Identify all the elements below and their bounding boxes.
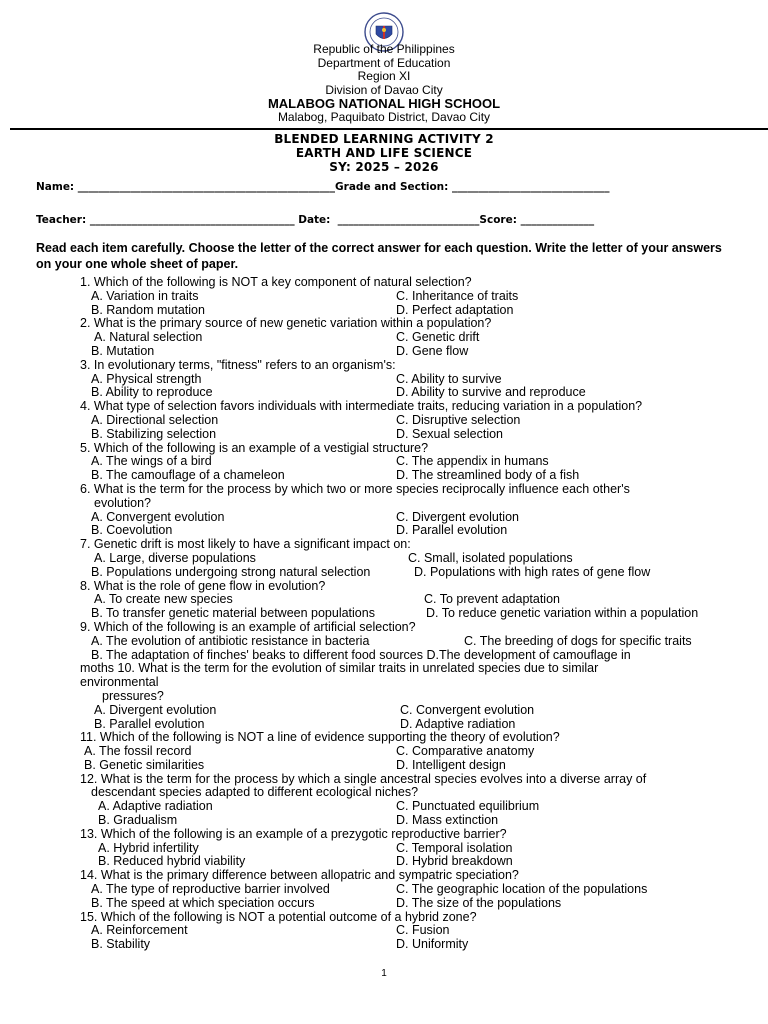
choice-text: C. Genetic drift — [396, 330, 480, 345]
question-line — [80, 497, 760, 511]
choice-text: C. The appendix in humans — [396, 454, 549, 469]
line-text: A. Large, diverse populations — [94, 550, 256, 565]
question-line — [80, 731, 760, 745]
question-line — [80, 442, 760, 456]
school-name: MALABOG NATIONAL HIGH SCHOOL — [267, 96, 501, 111]
choice-text: C. Inheritance of traits — [396, 288, 519, 303]
line-text: B. The camouflage of a chameleon — [91, 468, 285, 483]
question-line — [80, 745, 760, 759]
line-text: A. Variation in traits — [91, 288, 199, 303]
line-text: 9. Which of the following is an example of artificial selection? — [80, 619, 416, 634]
line-text: 11. Which of the following is NOT a line of evidence supporting the theory of evolution? — [80, 730, 560, 745]
choice-text: C. Divergent evolution — [396, 509, 519, 524]
question-line — [80, 828, 760, 842]
choice-text: C. Small, isolated populations — [408, 550, 573, 565]
title-line-2: EARTH AND LIFE SCIENCE — [295, 146, 473, 160]
line-text: 8. What is the role of gene flow in evolution? — [80, 578, 326, 593]
name-field: Name: _________________________________________________Grade and Section: ______________________________ — [36, 181, 610, 193]
choice-text: C. Temporal isolation — [396, 840, 513, 855]
choice-text: C. Convergent evolution — [400, 702, 535, 717]
line-text: B. The speed at which speciation occurs — [91, 895, 315, 910]
question-line — [80, 469, 760, 483]
choice-text: D. Mass extinction — [396, 813, 499, 828]
choice-text: D. The size of the populations — [396, 895, 562, 910]
choice-text: D. Uniformity — [396, 937, 469, 952]
header-line: Department of Education — [317, 55, 451, 70]
choice-text: C. Punctuated equilibrium — [396, 799, 540, 814]
choice-text: C. Fusion — [396, 923, 450, 938]
line-text: A. To create new species — [94, 592, 233, 607]
question-line — [80, 842, 760, 856]
line-text: B. Gradualism — [98, 813, 178, 828]
choice-text: D. The streamlined body of a fish — [396, 468, 580, 483]
choice-text: D. Sexual selection — [396, 426, 504, 441]
line-text: B. Stability — [91, 937, 151, 952]
question-line — [80, 800, 760, 814]
line-text: A. The evolution of antibiotic resistance in bacteria — [91, 633, 370, 648]
line-text: B. Mutation — [91, 343, 155, 358]
question-line — [80, 524, 760, 538]
question-line — [80, 276, 760, 290]
question-line — [80, 814, 760, 828]
question-line — [80, 869, 760, 883]
choice-text: D. Populations with high rates of gene flow — [414, 564, 651, 579]
question-line — [80, 511, 760, 525]
page-number: 1 — [381, 968, 387, 979]
line-text: A. Convergent evolution — [91, 509, 225, 524]
question-line — [80, 400, 760, 414]
question-line — [80, 897, 760, 911]
line-text: B. Coevolution — [91, 523, 173, 538]
question-line — [80, 621, 760, 635]
line-text: 4. What type of selection favors individuals with intermediate traits, reducing variation in a population? — [80, 399, 643, 414]
question-line — [80, 304, 760, 318]
choice-text: D. Intelligent design — [396, 757, 506, 772]
question-line — [80, 773, 760, 787]
question-line — [80, 690, 760, 704]
line-text: B. Reduced hybrid viability — [98, 854, 246, 869]
activity-title — [0, 132, 768, 174]
line-text: 6. What is the term for the process by which two or more species reciprocally influence each other's — [80, 481, 630, 496]
choice-text: C. Ability to survive — [396, 371, 502, 386]
line-text: A. The wings of a bird — [91, 454, 212, 469]
line-text: A. Natural selection — [94, 330, 203, 345]
question-line — [80, 704, 760, 718]
line-text: descendant species adapted to different ecological niches? — [91, 785, 419, 800]
line-text: evolution? — [94, 495, 151, 510]
question-line — [80, 345, 760, 359]
question-line — [80, 414, 760, 428]
line-text: 3. In evolutionary terms, "fitness" refers to an organism's: — [80, 357, 396, 372]
question-line — [80, 938, 760, 952]
question-line — [80, 924, 760, 938]
line-text: B. Random mutation — [91, 302, 205, 317]
line-text: A. The type of reproductive barrier involved — [91, 882, 330, 897]
title-line-3: SY: 2025 – 2026 — [329, 160, 439, 174]
line-text: environmental — [80, 675, 159, 690]
question-line — [80, 883, 760, 897]
line-text: B. Ability to reproduce — [91, 385, 213, 400]
choice-text: D. Parallel evolution — [396, 523, 508, 538]
line-text: moths 10. What is the term for the evolution of similar traits in unrelated species due to similar — [80, 661, 599, 676]
question-line — [80, 676, 760, 690]
header-lines — [0, 43, 768, 124]
question-line — [80, 759, 760, 773]
choice-text: C. The breeding of dogs for specific traits — [464, 633, 692, 648]
choice-text: D. Hybrid breakdown — [396, 854, 513, 869]
line-text: A. Divergent evolution — [94, 702, 217, 717]
school-address: Malabog, Paquibato District, Davao City — [277, 109, 491, 124]
line-text: pressures? — [102, 688, 164, 703]
teacher-field: Teacher: _______________________________________ Date: ___________________________Score: ______________ — [36, 214, 595, 226]
header-line: Region XI — [357, 69, 411, 83]
question-line — [80, 635, 760, 649]
question-line — [80, 566, 760, 580]
question-line — [80, 331, 760, 345]
question-line — [80, 718, 760, 732]
question-line — [80, 483, 760, 497]
question-line — [80, 373, 760, 387]
choice-text: D. Adaptive radiation — [400, 716, 516, 731]
question-line — [80, 649, 760, 663]
question-line — [80, 593, 760, 607]
line-text: B. To transfer genetic material between populations — [91, 606, 375, 621]
question-line — [80, 855, 760, 869]
choice-text: C. To prevent adaptation — [424, 592, 560, 607]
line-text: A. Reinforcement — [91, 923, 188, 938]
choice-text: D. Perfect adaptation — [396, 302, 514, 317]
question-line — [80, 552, 760, 566]
line-text: B. The adaptation of finches' beaks to different food sources D.The development of camouflage in — [91, 647, 631, 662]
choice-text: C. Comparative anatomy — [396, 744, 535, 759]
line-text: B. Parallel evolution — [94, 716, 205, 731]
choice-text: D. Gene flow — [396, 343, 469, 358]
question-line — [80, 662, 760, 676]
question-list — [80, 276, 760, 952]
question-line — [80, 911, 760, 925]
header-line: Division of Davao City — [325, 82, 443, 97]
line-text: B. Populations undergoing strong natural selection — [91, 564, 371, 579]
question-line — [80, 786, 760, 800]
title-line-1: BLENDED LEARNING ACTIVITY 2 — [274, 132, 494, 146]
line-text: A. Hybrid infertility — [98, 840, 199, 855]
question-line — [80, 290, 760, 304]
question-line — [80, 580, 760, 594]
question-line — [80, 386, 760, 400]
question-line — [80, 428, 760, 442]
choice-text: D. To reduce genetic variation within a population — [426, 606, 699, 621]
line-text: A. Directional selection — [91, 412, 219, 427]
instructions: Read each item carefully. Choose the letter of the correct answer for each question. Write the letter of your answers on your one whole sheet of paper. — [36, 241, 722, 271]
line-text: A. Physical strength — [91, 371, 202, 386]
line-text: A. The fossil record — [84, 744, 192, 759]
line-text: B. Stabilizing selection — [91, 426, 217, 441]
line-text: 7. Genetic drift is most likely to have a significant impact on: — [80, 537, 411, 552]
question-line — [80, 538, 760, 552]
question-line — [80, 317, 760, 331]
line-text: 2. What is the primary source of new genetic variation within a population? — [80, 316, 492, 331]
question-line — [80, 359, 760, 373]
header-divider — [10, 128, 768, 130]
line-text: B. Genetic similarities — [84, 757, 205, 772]
question-line — [80, 607, 760, 621]
choice-text: D. Ability to survive and reproduce — [396, 385, 586, 400]
header-line: Republic of the Philippines — [313, 42, 455, 56]
line-text: 15. Which of the following is NOT a potential outcome of a hybrid zone? — [80, 909, 477, 924]
line-text: 12. What is the term for the process by which a single ancestral species evolves into a diverse array of — [80, 771, 647, 786]
line-text: 13. Which of the following is an example of a prezygotic reproductive barrier? — [80, 826, 507, 841]
question-line — [80, 455, 760, 469]
line-text: 5. Which of the following is an example of a vestigial structure? — [80, 440, 429, 455]
choice-text: C. Disruptive selection — [396, 412, 521, 427]
line-text: A. Adaptive radiation — [98, 799, 213, 814]
line-text: 14. What is the primary difference between allopatric and sympatric speciation? — [80, 868, 519, 883]
line-text: 1. Which of the following is NOT a key component of natural selection? — [80, 275, 472, 289]
choice-text: C. The geographic location of the populations — [396, 882, 648, 897]
